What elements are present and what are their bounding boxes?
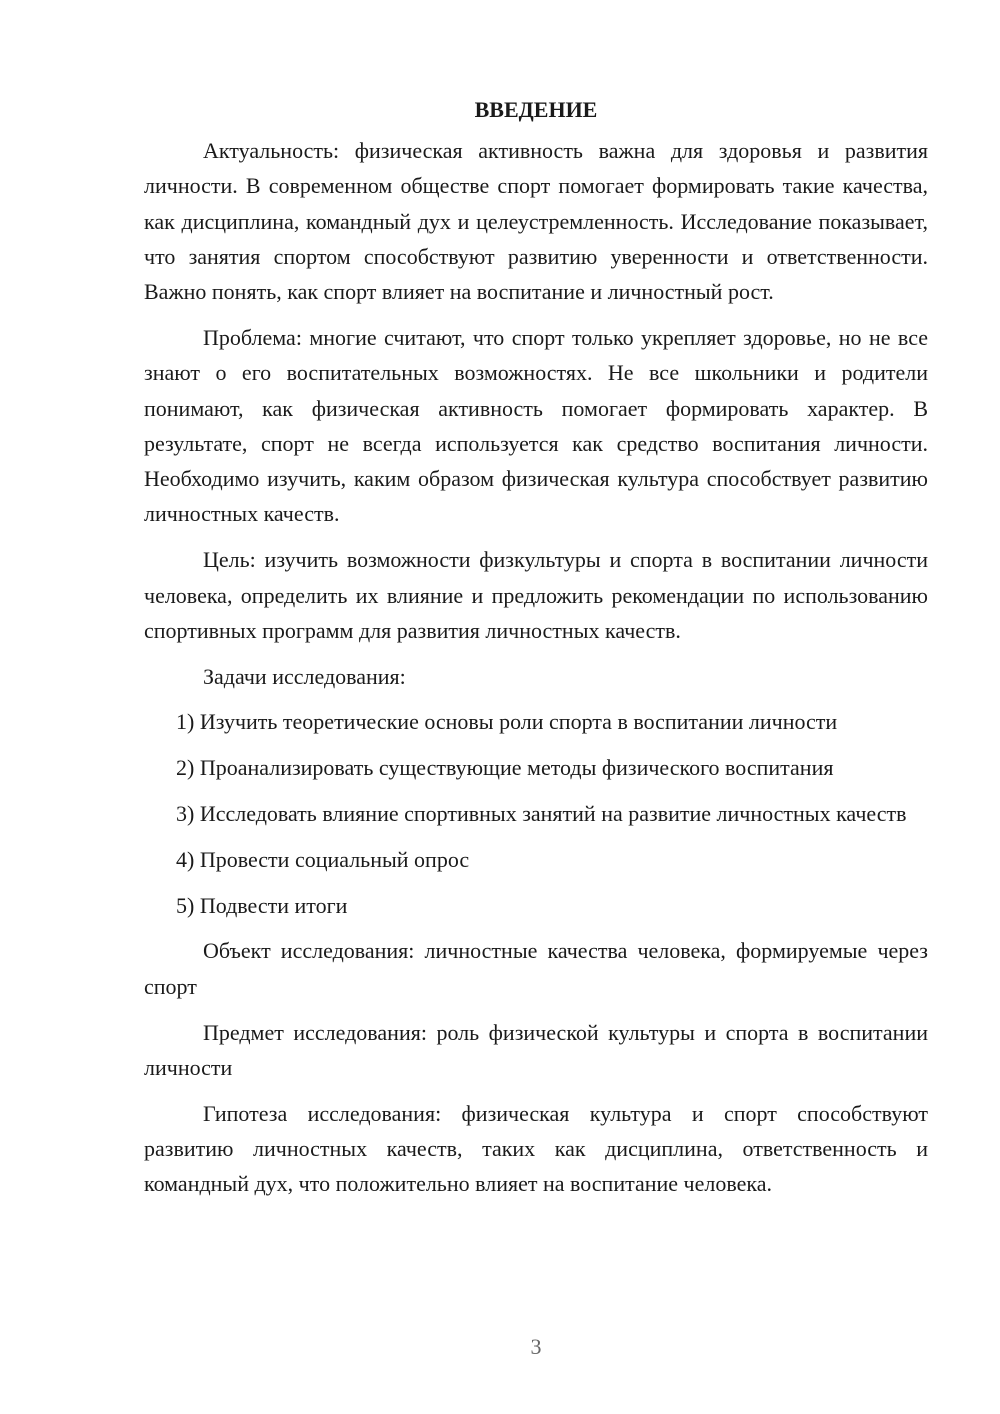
task-item-3: 3) Исследовать влияние спортивных занятий на развитие личностных качеств — [176, 801, 907, 827]
page-number: 3 — [530, 1334, 542, 1359]
section-title: ВВЕДЕНИЕ — [474, 97, 598, 122]
goal-paragraph: Цель: изучить возможности физкультуры и спорта в воспитании личности человека, определить их влияние и предложить рекомендации по использованию спортивных программ для развития личностных качеств. — [144, 547, 928, 643]
problem-paragraph: Проблема: многие считают, что спорт только укрепляет здоровье, но не все знают о его воспитательных возможностях. Не все школьники и родители понимают, как физическая активность помогает формировать характер. В результате, спорт не всегда используется как средство воспитания личности. Необходимо изучить, каким образом физическая культура способствует развитию личностных качеств. — [144, 324, 928, 527]
subject-paragraph: Предмет исследования: роль физической культуры и спорта в воспитании личности — [144, 1019, 928, 1080]
tasks-heading: Задачи исследования: — [203, 663, 406, 689]
task-item-1: 1) Изучить теоретические основы роли спорта в воспитании личности — [176, 709, 838, 735]
task-item-5: 5) Подвести итоги — [176, 892, 348, 918]
task-item-4: 4) Провести социальный опрос — [176, 846, 470, 872]
page-content — [144, 92, 928, 1212]
object-paragraph: Объект исследования: личностные качества человека, формируемые через спорт — [144, 938, 928, 999]
task-item-2: 2) Проанализировать существующие методы физического воспитания — [176, 755, 834, 781]
hypothesis-paragraph: Гипотеза исследования: физическая культура и спорт способствуют развитию личностных качеств, таких как дисциплина, ответственность и командный дух, что положительно влияет на воспитание человека. — [144, 1100, 928, 1197]
relevance-paragraph: Актуальность: физическая активность важна для здоровья и развития личности. В современном обществе спорт помогает формировать такие качества, как дисциплина, командный дух и целеустремленность. Исследование показывает, что занятия спортом способствуют развитию уверенности и ответственности. Важно понять, как спорт влияет на воспитание и личностный рост. — [144, 138, 928, 305]
